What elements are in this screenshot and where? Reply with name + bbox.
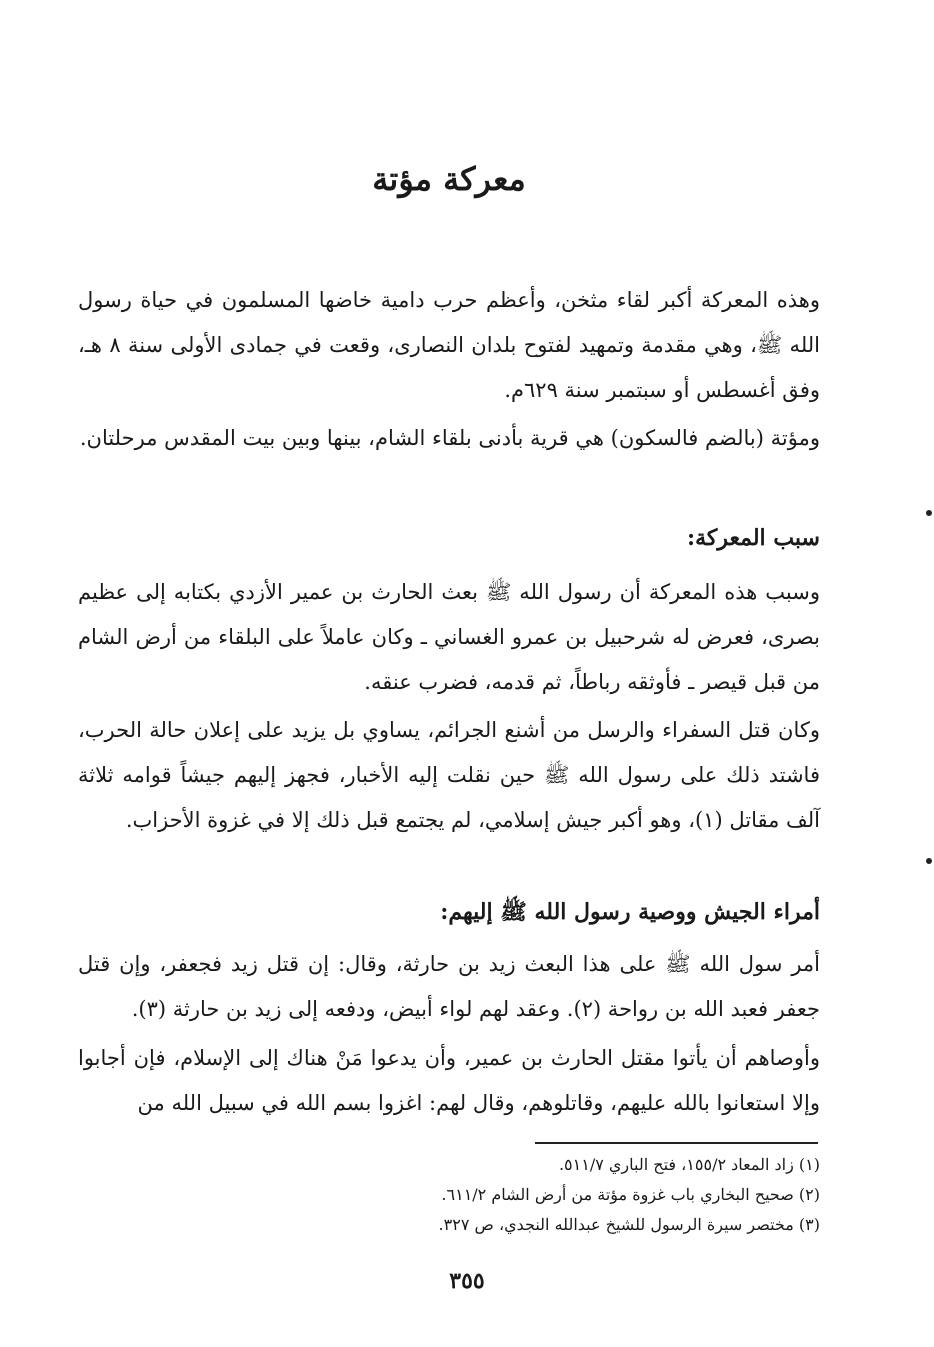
paragraph-intro: وهذه المعركة أكبر لقاء مثخن، وأعظم حرب دامية خاضها المسلمون في حياة رسول الله ﷺ، وهي مقدمة وتمهيد لفتوح بلدان النصارى، وقعت في جمادى الأولى سنة ٨ هـ، وفق أغسطس أو سبتمبر سنة ٦٢٩م. — [78, 288, 820, 402]
page-number: ٣٥٥ — [449, 1268, 485, 1294]
page-title: معركة مؤتة — [372, 160, 526, 198]
paragraph-envoys: وكان قتل السفراء والرسل من أشنع الجرائم، يساوي بل يزيد على إعلان حالة الحرب، فاشتد ذلك على رسول الله ﷺ حين نقلت إليه الأخبار، فجهز إليهم جيشاً قوامه ثلاثة آلف مقاتل (١)، وهو أكبر جيش إسلامي، لم يجتمع قبل ذلك إلا في غزوة الأحزاب. — [78, 718, 820, 832]
footnotes-list — [78, 1150, 820, 1240]
paragraph-commanders: أمر سول الله ﷺ على هذا البعث زيد بن حارثة، وقال: إن قتل زيد فجعفر، وإن قتل جعفر فعبد الله بن رواحة (٢). وعقد لهم لواء أبيض، ودفعه إلى زيد بن حارثة (٣). — [78, 952, 820, 1021]
footnote-item: (٢) صحيح البخاري باب غزوة مؤتة من أرض الشام ٦١١/٢. — [441, 1185, 820, 1204]
footnote-item: (١) زاد المعاد ١٥٥/٢، فتح الباري ٥١١/٧. — [558, 1155, 820, 1174]
footnote-divider — [535, 1142, 818, 1144]
scan-mark — [926, 858, 932, 864]
paragraph-cause: وسبب هذه المعركة أن رسول الله ﷺ بعث الحارث بن عمير الأزدي بكتابه إلى عظيم بصرى، فعرض له شرحبيل بن عمرو الغساني ـ وكان عاملاً على البلقاء من أرض الشام من قبل قيصر ـ فأوثقه رباطاً، ثم قدمه، فضرب عنقه. — [78, 580, 820, 694]
paragraph-location: ومؤتة (بالضم فالسكون) هي قرية بأدنى بلقاء الشام، بينها وبين بيت المقدس مرحلتان. — [79, 426, 820, 450]
footnote-item: (٣) مختصر سيرة الرسول للشيخ عبدالله النجدي، ص ٣٢٧. — [438, 1215, 820, 1234]
section-heading-commanders: أمراء الجيش ووصية رسول الله ﷺ إليهم: — [440, 899, 820, 925]
scan-mark — [926, 510, 932, 516]
paragraph-instructions: وأوصاهم أن يأتوا مقتل الحارث بن عمير، وأن يدعوا مَنْ هناك إلى الإسلام، فإن أجابوا وإلا استعانوا بالله عليهم، وقاتلوهم، وقال لهم: اغزوا بسم الله في سبيل الله من — [78, 1046, 820, 1115]
section-heading-cause: سبب المعركة: — [686, 525, 820, 551]
